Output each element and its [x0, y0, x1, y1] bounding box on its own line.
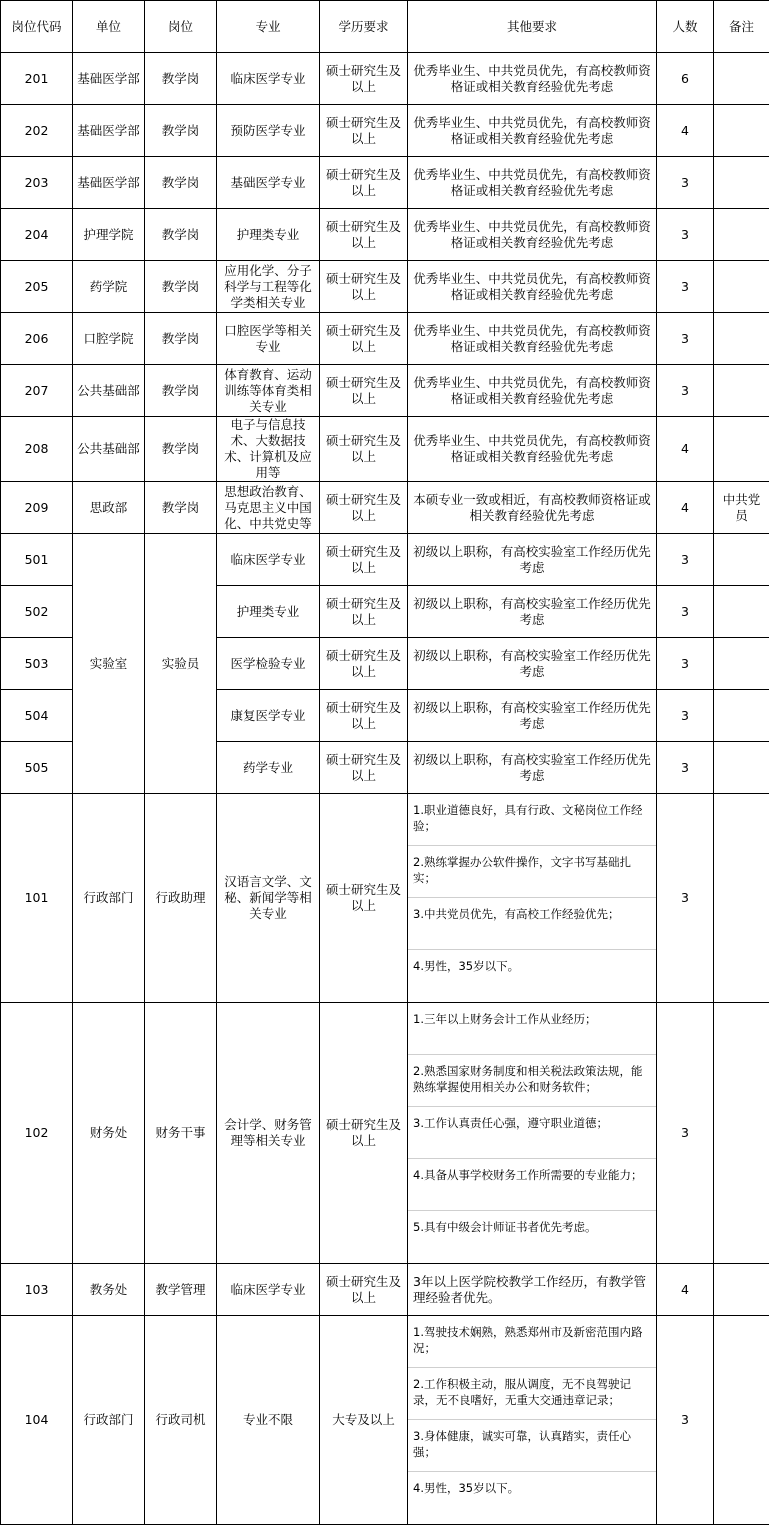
code-cell: 208 — [1, 417, 73, 482]
count-cell: 3 — [657, 1003, 714, 1264]
unit-cell: 基础医学部 — [73, 53, 145, 105]
requirement-item: 1.三年以上财务会计工作从业经历； — [408, 1003, 656, 1055]
note-cell — [714, 1264, 769, 1316]
code-cell: 203 — [1, 157, 73, 209]
requirement-item: 3.中共党员优先，有高校工作经验优先； — [408, 898, 656, 950]
requirement-item: 5.具有中级会计师证书者优先考虑。 — [408, 1211, 656, 1263]
header-major: 专业 — [217, 1, 320, 53]
unit-cell: 实验室 — [73, 534, 145, 794]
education-cell: 硕士研究生及以上 — [320, 794, 408, 1003]
count-cell: 3 — [657, 1316, 714, 1525]
education-cell: 硕士研究生及以上 — [320, 482, 408, 534]
table-row — [1, 105, 769, 157]
note-cell — [714, 638, 769, 690]
other-cell: 优秀毕业生、中共党员优先，有高校教师资格证或相关教育经验优先考虑 — [408, 261, 657, 313]
table-row — [1, 1316, 769, 1525]
count-cell: 3 — [657, 261, 714, 313]
note-cell — [714, 365, 769, 417]
requirement-item: 3.身体健康，诚实可靠，认真踏实，责任心强； — [408, 1420, 656, 1472]
count-cell: 4 — [657, 105, 714, 157]
note-cell: 中共党员 — [714, 482, 769, 534]
other-cell: 优秀毕业生、中共党员优先，有高校教师资格证或相关教育经验优先考虑 — [408, 105, 657, 157]
code-cell: 101 — [1, 794, 73, 1003]
major-cell: 护理类专业 — [217, 209, 320, 261]
note-cell — [714, 586, 769, 638]
count-cell: 3 — [657, 690, 714, 742]
education-cell: 硕士研究生及以上 — [320, 742, 408, 794]
code-cell: 201 — [1, 53, 73, 105]
unit-cell: 基础医学部 — [73, 105, 145, 157]
post-cell: 行政助理 — [145, 794, 217, 1003]
table-row — [1, 1264, 769, 1316]
header-other: 其他要求 — [408, 1, 657, 53]
major-cell: 体育教育、运动训练等体育类相关专业 — [217, 365, 320, 417]
education-cell: 硕士研究生及以上 — [320, 690, 408, 742]
other-cell: 优秀毕业生、中共党员优先，有高校教师资格证或相关教育经验优先考虑 — [408, 417, 657, 482]
code-cell: 502 — [1, 586, 73, 638]
unit-cell: 基础医学部 — [73, 157, 145, 209]
code-cell: 205 — [1, 261, 73, 313]
post-cell: 教学岗 — [145, 157, 217, 209]
major-cell: 临床医学专业 — [217, 53, 320, 105]
major-cell: 思想政治教育、马克思主义中国化、中共党史等 — [217, 482, 320, 534]
requirement-item: 1.职业道德良好，具有行政、文秘岗位工作经验； — [408, 794, 656, 846]
note-cell — [714, 690, 769, 742]
note-cell — [714, 1316, 769, 1525]
major-cell: 口腔医学等相关专业 — [217, 313, 320, 365]
post-cell: 教学岗 — [145, 417, 217, 482]
major-cell: 专业不限 — [217, 1316, 320, 1525]
code-cell: 503 — [1, 638, 73, 690]
post-cell: 教学岗 — [145, 105, 217, 157]
header-education: 学历要求 — [320, 1, 408, 53]
note-cell — [714, 794, 769, 1003]
major-cell: 电子与信息技术、大数据技术、计算机及应用等 — [217, 417, 320, 482]
code-cell: 504 — [1, 690, 73, 742]
header-count: 人数 — [657, 1, 714, 53]
table-row — [1, 482, 769, 534]
code-cell: 204 — [1, 209, 73, 261]
major-cell: 会计学、财务管理等相关专业 — [217, 1003, 320, 1264]
other-cell: 初级以上职称，有高校实验室工作经历优先考虑 — [408, 690, 657, 742]
table-row — [1, 209, 769, 261]
post-cell: 教学岗 — [145, 261, 217, 313]
major-cell: 临床医学专业 — [217, 534, 320, 586]
code-cell: 206 — [1, 313, 73, 365]
other-cell — [408, 1316, 657, 1525]
table-row — [1, 794, 769, 1003]
unit-cell: 药学院 — [73, 261, 145, 313]
table-row — [1, 417, 769, 482]
table-row — [1, 313, 769, 365]
code-cell: 104 — [1, 1316, 73, 1525]
count-cell: 3 — [657, 742, 714, 794]
count-cell: 3 — [657, 209, 714, 261]
count-cell: 6 — [657, 53, 714, 105]
major-cell: 汉语言文学、文秘、新闻学等相关专业 — [217, 794, 320, 1003]
note-cell — [714, 157, 769, 209]
major-cell: 基础医学专业 — [217, 157, 320, 209]
post-cell: 教学岗 — [145, 313, 217, 365]
table-row — [1, 1003, 769, 1264]
education-cell: 硕士研究生及以上 — [320, 1264, 408, 1316]
unit-cell: 口腔学院 — [73, 313, 145, 365]
education-cell: 硕士研究生及以上 — [320, 261, 408, 313]
education-cell: 硕士研究生及以上 — [320, 417, 408, 482]
other-cell: 初级以上职称，有高校实验室工作经历优先考虑 — [408, 586, 657, 638]
education-cell: 硕士研究生及以上 — [320, 157, 408, 209]
unit-cell: 公共基础部 — [73, 417, 145, 482]
post-cell: 教学岗 — [145, 53, 217, 105]
requirement-item: 2.工作积极主动，服从调度，无不良驾驶记录，无不良嗜好，无重大交通违章记录； — [408, 1368, 656, 1420]
note-cell — [714, 209, 769, 261]
education-cell: 硕士研究生及以上 — [320, 638, 408, 690]
header-note: 备注 — [714, 1, 769, 53]
post-cell: 教学岗 — [145, 482, 217, 534]
table-row — [1, 534, 769, 586]
note-cell — [714, 1003, 769, 1264]
unit-cell: 公共基础部 — [73, 365, 145, 417]
education-cell: 硕士研究生及以上 — [320, 53, 408, 105]
table-row — [1, 53, 769, 105]
count-cell: 3 — [657, 313, 714, 365]
other-cell: 优秀毕业生、中共党员优先，有高校教师资格证或相关教育经验优先考虑 — [408, 157, 657, 209]
major-cell: 临床医学专业 — [217, 1264, 320, 1316]
code-cell: 209 — [1, 482, 73, 534]
count-cell: 3 — [657, 638, 714, 690]
unit-cell: 财务处 — [73, 1003, 145, 1264]
other-cell — [408, 1003, 657, 1264]
unit-cell: 行政部门 — [73, 794, 145, 1003]
header-code: 岗位代码 — [1, 1, 73, 53]
other-cell: 优秀毕业生、中共党员优先，有高校教师资格证或相关教育经验优先考虑 — [408, 53, 657, 105]
header-unit: 单位 — [73, 1, 145, 53]
requirement-item: 4.男性，35岁以下。 — [408, 950, 656, 1002]
education-cell: 硕士研究生及以上 — [320, 586, 408, 638]
note-cell — [714, 534, 769, 586]
count-cell: 3 — [657, 586, 714, 638]
other-cell: 优秀毕业生、中共党员优先，有高校教师资格证或相关教育经验优先考虑 — [408, 209, 657, 261]
header-row — [1, 1, 769, 53]
note-cell — [714, 417, 769, 482]
other-cell — [408, 794, 657, 1003]
post-cell: 财务干事 — [145, 1003, 217, 1264]
requirement-item: 4.具备从事学校财务工作所需要的专业能力； — [408, 1159, 656, 1211]
other-cell: 3年以上医学院校教学工作经历，有教学管理经验者优先。 — [408, 1264, 657, 1316]
note-cell — [714, 742, 769, 794]
code-cell: 202 — [1, 105, 73, 157]
post-cell: 教学岗 — [145, 209, 217, 261]
other-cell: 优秀毕业生、中共党员优先，有高校教师资格证或相关教育经验优先考虑 — [408, 365, 657, 417]
education-cell: 硕士研究生及以上 — [320, 365, 408, 417]
requirement-item: 1.驾驶技术娴熟，熟悉郑州市及新密范围内路况； — [408, 1316, 656, 1368]
other-cell: 本硕专业一致或相近，有高校教师资格证或相关教育经验优先考虑 — [408, 482, 657, 534]
note-cell — [714, 53, 769, 105]
code-cell: 501 — [1, 534, 73, 586]
unit-cell: 护理学院 — [73, 209, 145, 261]
major-cell: 药学专业 — [217, 742, 320, 794]
requirement-item: 2.熟练掌握办公软件操作，文字书写基础扎实； — [408, 846, 656, 898]
education-cell: 硕士研究生及以上 — [320, 1003, 408, 1264]
count-cell: 3 — [657, 365, 714, 417]
post-cell: 教学岗 — [145, 365, 217, 417]
code-cell: 103 — [1, 1264, 73, 1316]
code-cell: 207 — [1, 365, 73, 417]
header-post: 岗位 — [145, 1, 217, 53]
count-cell: 3 — [657, 794, 714, 1003]
table-row — [1, 157, 769, 209]
education-cell: 硕士研究生及以上 — [320, 105, 408, 157]
count-cell: 4 — [657, 1264, 714, 1316]
code-cell: 102 — [1, 1003, 73, 1264]
note-cell — [714, 105, 769, 157]
requirement-item: 4.男性，35岁以下。 — [408, 1472, 656, 1524]
post-cell: 教学管理 — [145, 1264, 217, 1316]
other-cell: 初级以上职称，有高校实验室工作经历优先考虑 — [408, 638, 657, 690]
note-cell — [714, 261, 769, 313]
major-cell: 预防医学专业 — [217, 105, 320, 157]
note-cell — [714, 313, 769, 365]
count-cell: 4 — [657, 417, 714, 482]
post-cell: 实验员 — [145, 534, 217, 794]
post-cell: 行政司机 — [145, 1316, 217, 1525]
other-cell: 初级以上职称，有高校实验室工作经历优先考虑 — [408, 534, 657, 586]
code-cell: 505 — [1, 742, 73, 794]
table-row — [1, 261, 769, 313]
requirement-item: 3.工作认真责任心强，遵守职业道德； — [408, 1107, 656, 1159]
unit-cell: 教务处 — [73, 1264, 145, 1316]
count-cell: 3 — [657, 534, 714, 586]
table-row — [1, 365, 769, 417]
major-cell: 护理类专业 — [217, 586, 320, 638]
count-cell: 4 — [657, 482, 714, 534]
other-cell: 初级以上职称，有高校实验室工作经历优先考虑 — [408, 742, 657, 794]
education-cell: 硕士研究生及以上 — [320, 313, 408, 365]
other-cell: 优秀毕业生、中共党员优先，有高校教师资格证或相关教育经验优先考虑 — [408, 313, 657, 365]
education-cell: 大专及以上 — [320, 1316, 408, 1525]
major-cell: 康复医学专业 — [217, 690, 320, 742]
unit-cell: 思政部 — [73, 482, 145, 534]
requirement-item: 2.熟悉国家财务制度和相关税法政策法规，能熟练掌握使用相关办公和财务软件； — [408, 1055, 656, 1107]
major-cell: 医学检验专业 — [217, 638, 320, 690]
education-cell: 硕士研究生及以上 — [320, 534, 408, 586]
count-cell: 3 — [657, 157, 714, 209]
unit-cell: 行政部门 — [73, 1316, 145, 1525]
major-cell: 应用化学、分子科学与工程等化学类相关专业 — [217, 261, 320, 313]
education-cell: 硕士研究生及以上 — [320, 209, 408, 261]
